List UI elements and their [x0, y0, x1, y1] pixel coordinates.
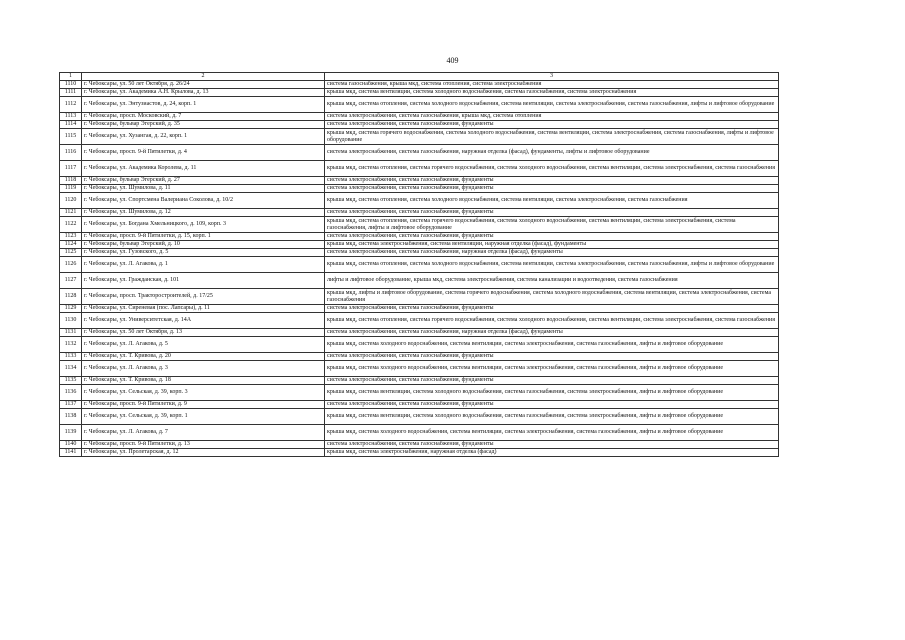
row-number: 1112 — [60, 97, 82, 113]
table-row — [60, 185, 779, 193]
row-address: г. Чебоксары, ул. Шумилова, д. 12 — [82, 209, 325, 217]
row-number: 1131 — [60, 329, 82, 337]
row-works: система электроснабжения, система газоснабжения, фундаменты — [325, 377, 779, 385]
row-works: система электроснабжения, система газоснабжения, фундаменты — [325, 401, 779, 409]
row-number: 1117 — [60, 161, 82, 177]
row-number: 1121 — [60, 209, 82, 217]
table-row — [60, 409, 779, 425]
row-works: система электроснабжения, система газоснабжения, фундаменты — [325, 177, 779, 185]
table-row — [60, 121, 779, 129]
row-number: 1115 — [60, 129, 82, 145]
row-address: г. Чебоксары, просп. 9-й Пятилетки, д. 15, корп. 1 — [82, 233, 325, 241]
row-number: 1133 — [60, 353, 82, 361]
row-address: г. Чебоксары, ул. Гражданская, д. 101 — [82, 273, 325, 289]
row-address: г. Чебоксары, ул. Академика А.Н. Крылова, д. 13 — [82, 89, 325, 97]
table-row — [60, 161, 779, 177]
row-address: г. Чебоксары, просп. 9-й Пятилетки, д. 13 — [82, 441, 325, 449]
table-row — [60, 145, 779, 161]
row-works: крыша мкд, система холодного водоснабжения, система вентиляции, система электроснабжения, система газоснабжения, лифты и лифтовое оборудование — [325, 361, 779, 377]
row-address: г. Чебоксары, ул. Шумилова, д. 11 — [82, 185, 325, 193]
row-address: г. Чебоксары, ул. Т. Кривова, д. 18 — [82, 377, 325, 385]
row-address: г. Чебоксары, ул. Л. Агакова, д. 1 — [82, 257, 325, 273]
table-row — [60, 289, 779, 305]
row-address: г. Чебоксары, просп. Тракторостроителей, д. 17/25 — [82, 289, 325, 305]
table-row — [60, 89, 779, 97]
row-works: лифты и лифтовое оборудование, крыша мкд, система электроснабжения, система канализации и водоотведения, система газоснабжения — [325, 273, 779, 289]
row-number: 1140 — [60, 441, 82, 449]
page-number: 409 — [446, 56, 459, 65]
table-row — [60, 241, 779, 249]
table-row — [60, 377, 779, 385]
row-address: г. Чебоксары, ул. Академика Королева, д. 11 — [82, 161, 325, 177]
row-works: крыша мкд, система отопления, система горячего водоснабжения, система холодного водоснабжения, система вентиляции, система электроснабжения, система газоснабжения, лифты и лифтовое оборудование — [325, 217, 779, 233]
table-row — [60, 361, 779, 377]
row-number: 1141 — [60, 449, 82, 457]
table-row — [60, 233, 779, 241]
table-row — [60, 329, 779, 337]
table-row — [60, 385, 779, 401]
column-header-address: 2 — [82, 73, 325, 81]
row-number: 1128 — [60, 289, 82, 305]
row-number: 1116 — [60, 145, 82, 161]
row-works: крыша мкд, лифты и лифтовое оборудование, система горячего водоснабжения, система холодного водоснабжения, система вентиляции, система электроснабжения, система газоснабжения — [325, 289, 779, 305]
row-works: крыша мкд, система вентиляции, система холодного водоснабжения, система газоснабжения, система электроснабжения — [325, 89, 779, 97]
row-number: 1118 — [60, 177, 82, 185]
row-works: система электроснабжения, система газоснабжения, фундаменты — [325, 305, 779, 313]
table-row — [60, 249, 779, 257]
row-number: 1139 — [60, 425, 82, 441]
row-works: крыша мкд, система электроснабжения, наружная отделка (фасад) — [325, 449, 779, 457]
row-works: система электроснабжения, система газоснабжения, фундаменты — [325, 353, 779, 361]
row-works: система электроснабжения, система газоснабжения, наружная отделка (фасад), фундаменты — [325, 329, 779, 337]
row-number: 1129 — [60, 305, 82, 313]
row-address: г. Чебоксары, ул. 50 лет Октября, д. 26/24 — [82, 81, 325, 89]
table-row — [60, 313, 779, 329]
row-works: крыша мкд, система вентиляции, система холодного водоснабжения, система газоснабжения, система электроснабжения, лифты и лифтовое оборудование — [325, 385, 779, 401]
row-works: система газоснабжения, крыша мкд, система отопления, система электроснабжения — [325, 81, 779, 89]
row-address: г. Чебоксары, ул. Л. Агакова, д. 5 — [82, 337, 325, 353]
row-works: система электроснабжения, система газоснабжения, фундаменты — [325, 121, 779, 129]
row-address: г. Чебоксары, ул. Сельская, д. 39, корп. 3 — [82, 385, 325, 401]
table-row — [60, 305, 779, 313]
row-works: крыша мкд, система отопления, система холодного водоснабжения, система вентиляции, система электроснабжения, система газоснабжения, лифты и лифтовое оборудование — [325, 97, 779, 113]
table-row — [60, 81, 779, 89]
row-address: г. Чебоксары, ул. Пролетарская, д. 12 — [82, 449, 325, 457]
row-number: 1110 — [60, 81, 82, 89]
table-header — [60, 73, 779, 81]
row-works: крыша мкд, система горячего водоснабжения, система холодного водоснабжения, система вентиляции, система электроснабжения, система газоснабжения, лифты и лифтовое оборудование — [325, 129, 779, 145]
row-works: крыша мкд, система отопления, система холодного водоснабжения, система вентиляции, система электроснабжения, система газоснабжения, лифты и лифтовое оборудование — [325, 257, 779, 273]
table-row — [60, 177, 779, 185]
row-address: г. Чебоксары, ул. Сиреневая (пос. Лапсары), д. 11 — [82, 305, 325, 313]
row-number: 1135 — [60, 377, 82, 385]
row-works: крыша мкд, система отопления, система горячего водоснабжения, система холодного водоснабжения, система вентиляции, система электроснабжения, система газоснабжения — [325, 313, 779, 329]
row-number: 1120 — [60, 193, 82, 209]
table-row — [60, 449, 779, 457]
row-address: г. Чебоксары, ул. Богдана Хмельницкого, д. 109, корп. 3 — [82, 217, 325, 233]
row-address: г. Чебоксары, ул. Л. Агакова, д. 7 — [82, 425, 325, 441]
row-works: система электроснабжения, система газоснабжения, фундаменты — [325, 441, 779, 449]
row-address: г. Чебоксары, ул. Т. Кривова, д. 20 — [82, 353, 325, 361]
row-address: г. Чебоксары, бульвар Эгерский, д. 35 — [82, 121, 325, 129]
table-row — [60, 97, 779, 113]
table-row — [60, 401, 779, 409]
row-number: 1119 — [60, 185, 82, 193]
row-number: 1134 — [60, 361, 82, 377]
row-address: г. Чебоксары, просп. 9-й Пятилетки, д. 4 — [82, 145, 325, 161]
registry-table — [59, 72, 779, 457]
row-number: 1125 — [60, 249, 82, 257]
column-header-works: 3 — [325, 73, 779, 81]
row-address: г. Чебоксары, ул. Сельская, д. 39, корп. 1 — [82, 409, 325, 425]
table-row — [60, 193, 779, 209]
table-row — [60, 257, 779, 273]
row-works: крыша мкд, система отопления, система холодного водоснабжения, система вентиляции, система электроснабжения, система газоснабжения — [325, 193, 779, 209]
row-address: г. Чебоксары, просп. 9-й Пятилетки, д. 9 — [82, 401, 325, 409]
row-works: система электроснабжения, система газоснабжения, наружная отделка (фасад), фундаменты — [325, 249, 779, 257]
row-works: крыша мкд, система электроснабжения, система вентиляции, наружная отделка (фасад), фундаменты — [325, 241, 779, 249]
row-works: крыша мкд, система холодного водоснабжения, система вентиляции, система электроснабжения, система газоснабжения, лифты и лифтовое оборудование — [325, 425, 779, 441]
row-address: г. Чебоксары, ул. Университетская, д. 14А — [82, 313, 325, 329]
row-address: г. Чебоксары, ул. 50 лет Октября, д. 13 — [82, 329, 325, 337]
row-number: 1127 — [60, 273, 82, 289]
row-number: 1136 — [60, 385, 82, 401]
row-number: 1113 — [60, 113, 82, 121]
row-works: система электроснабжения, система газоснабжения, фундаменты — [325, 209, 779, 217]
table-row — [60, 129, 779, 145]
table-row — [60, 273, 779, 289]
table-row — [60, 441, 779, 449]
column-header-number: 1 — [60, 73, 82, 81]
row-address: г. Чебоксары, ул. Гузовского, д. 5 — [82, 249, 325, 257]
row-address: г. Чебоксары, бульвар Эгерский, д. 27 — [82, 177, 325, 185]
row-number: 1123 — [60, 233, 82, 241]
row-number: 1124 — [60, 241, 82, 249]
row-works: крыша мкд, система отопления, система горячего водоснабжения, система холодного водоснабжения, система вентиляции, система электроснабжения, система газоснабжения — [325, 161, 779, 177]
row-number: 1122 — [60, 217, 82, 233]
row-address: г. Чебоксары, ул. Л. Агакова, д. 3 — [82, 361, 325, 377]
row-number: 1126 — [60, 257, 82, 273]
row-works: крыша мкд, система вентиляции, система холодного водоснабжения, система газоснабжения, система электроснабжения, лифты и лифтовое оборудование — [325, 409, 779, 425]
table-body — [60, 81, 779, 457]
row-works: крыша мкд, система холодного водоснабжения, система вентиляции, система электроснабжения, система газоснабжения, лифты и лифтовое оборудование — [325, 337, 779, 353]
row-address: г. Чебоксары, ул. Спортсмена Валериана Соколова, д. 10/2 — [82, 193, 325, 209]
table-row — [60, 425, 779, 441]
row-number: 1111 — [60, 89, 82, 97]
row-number: 1114 — [60, 121, 82, 129]
row-number: 1132 — [60, 337, 82, 353]
row-works: система электроснабжения, система газоснабжения, фундаменты — [325, 185, 779, 193]
table-row — [60, 113, 779, 121]
row-works: система электроснабжения, система газоснабжения, наружная отделка (фасад), фундаменты, лифты и лифтовое оборудование — [325, 145, 779, 161]
row-address: г. Чебоксары, просп. Московский, д. 7 — [82, 113, 325, 121]
table-row — [60, 353, 779, 361]
table-row — [60, 337, 779, 353]
row-address: г. Чебоксары, бульвар Эгерский, д. 10 — [82, 241, 325, 249]
row-address: г. Чебоксары, ул. Хузангая, д. 22, корп. 1 — [82, 129, 325, 145]
table-row — [60, 209, 779, 217]
row-number: 1130 — [60, 313, 82, 329]
row-number: 1138 — [60, 409, 82, 425]
row-works: система электроснабжения, система газоснабжения, фундаменты — [325, 233, 779, 241]
row-works: система электроснабжения, система газоснабжения, крыша мкд, система отопления — [325, 113, 779, 121]
table-row — [60, 217, 779, 233]
row-address: г. Чебоксары, ул. Энтузиастов, д. 24, корп. 1 — [82, 97, 325, 113]
row-number: 1137 — [60, 401, 82, 409]
